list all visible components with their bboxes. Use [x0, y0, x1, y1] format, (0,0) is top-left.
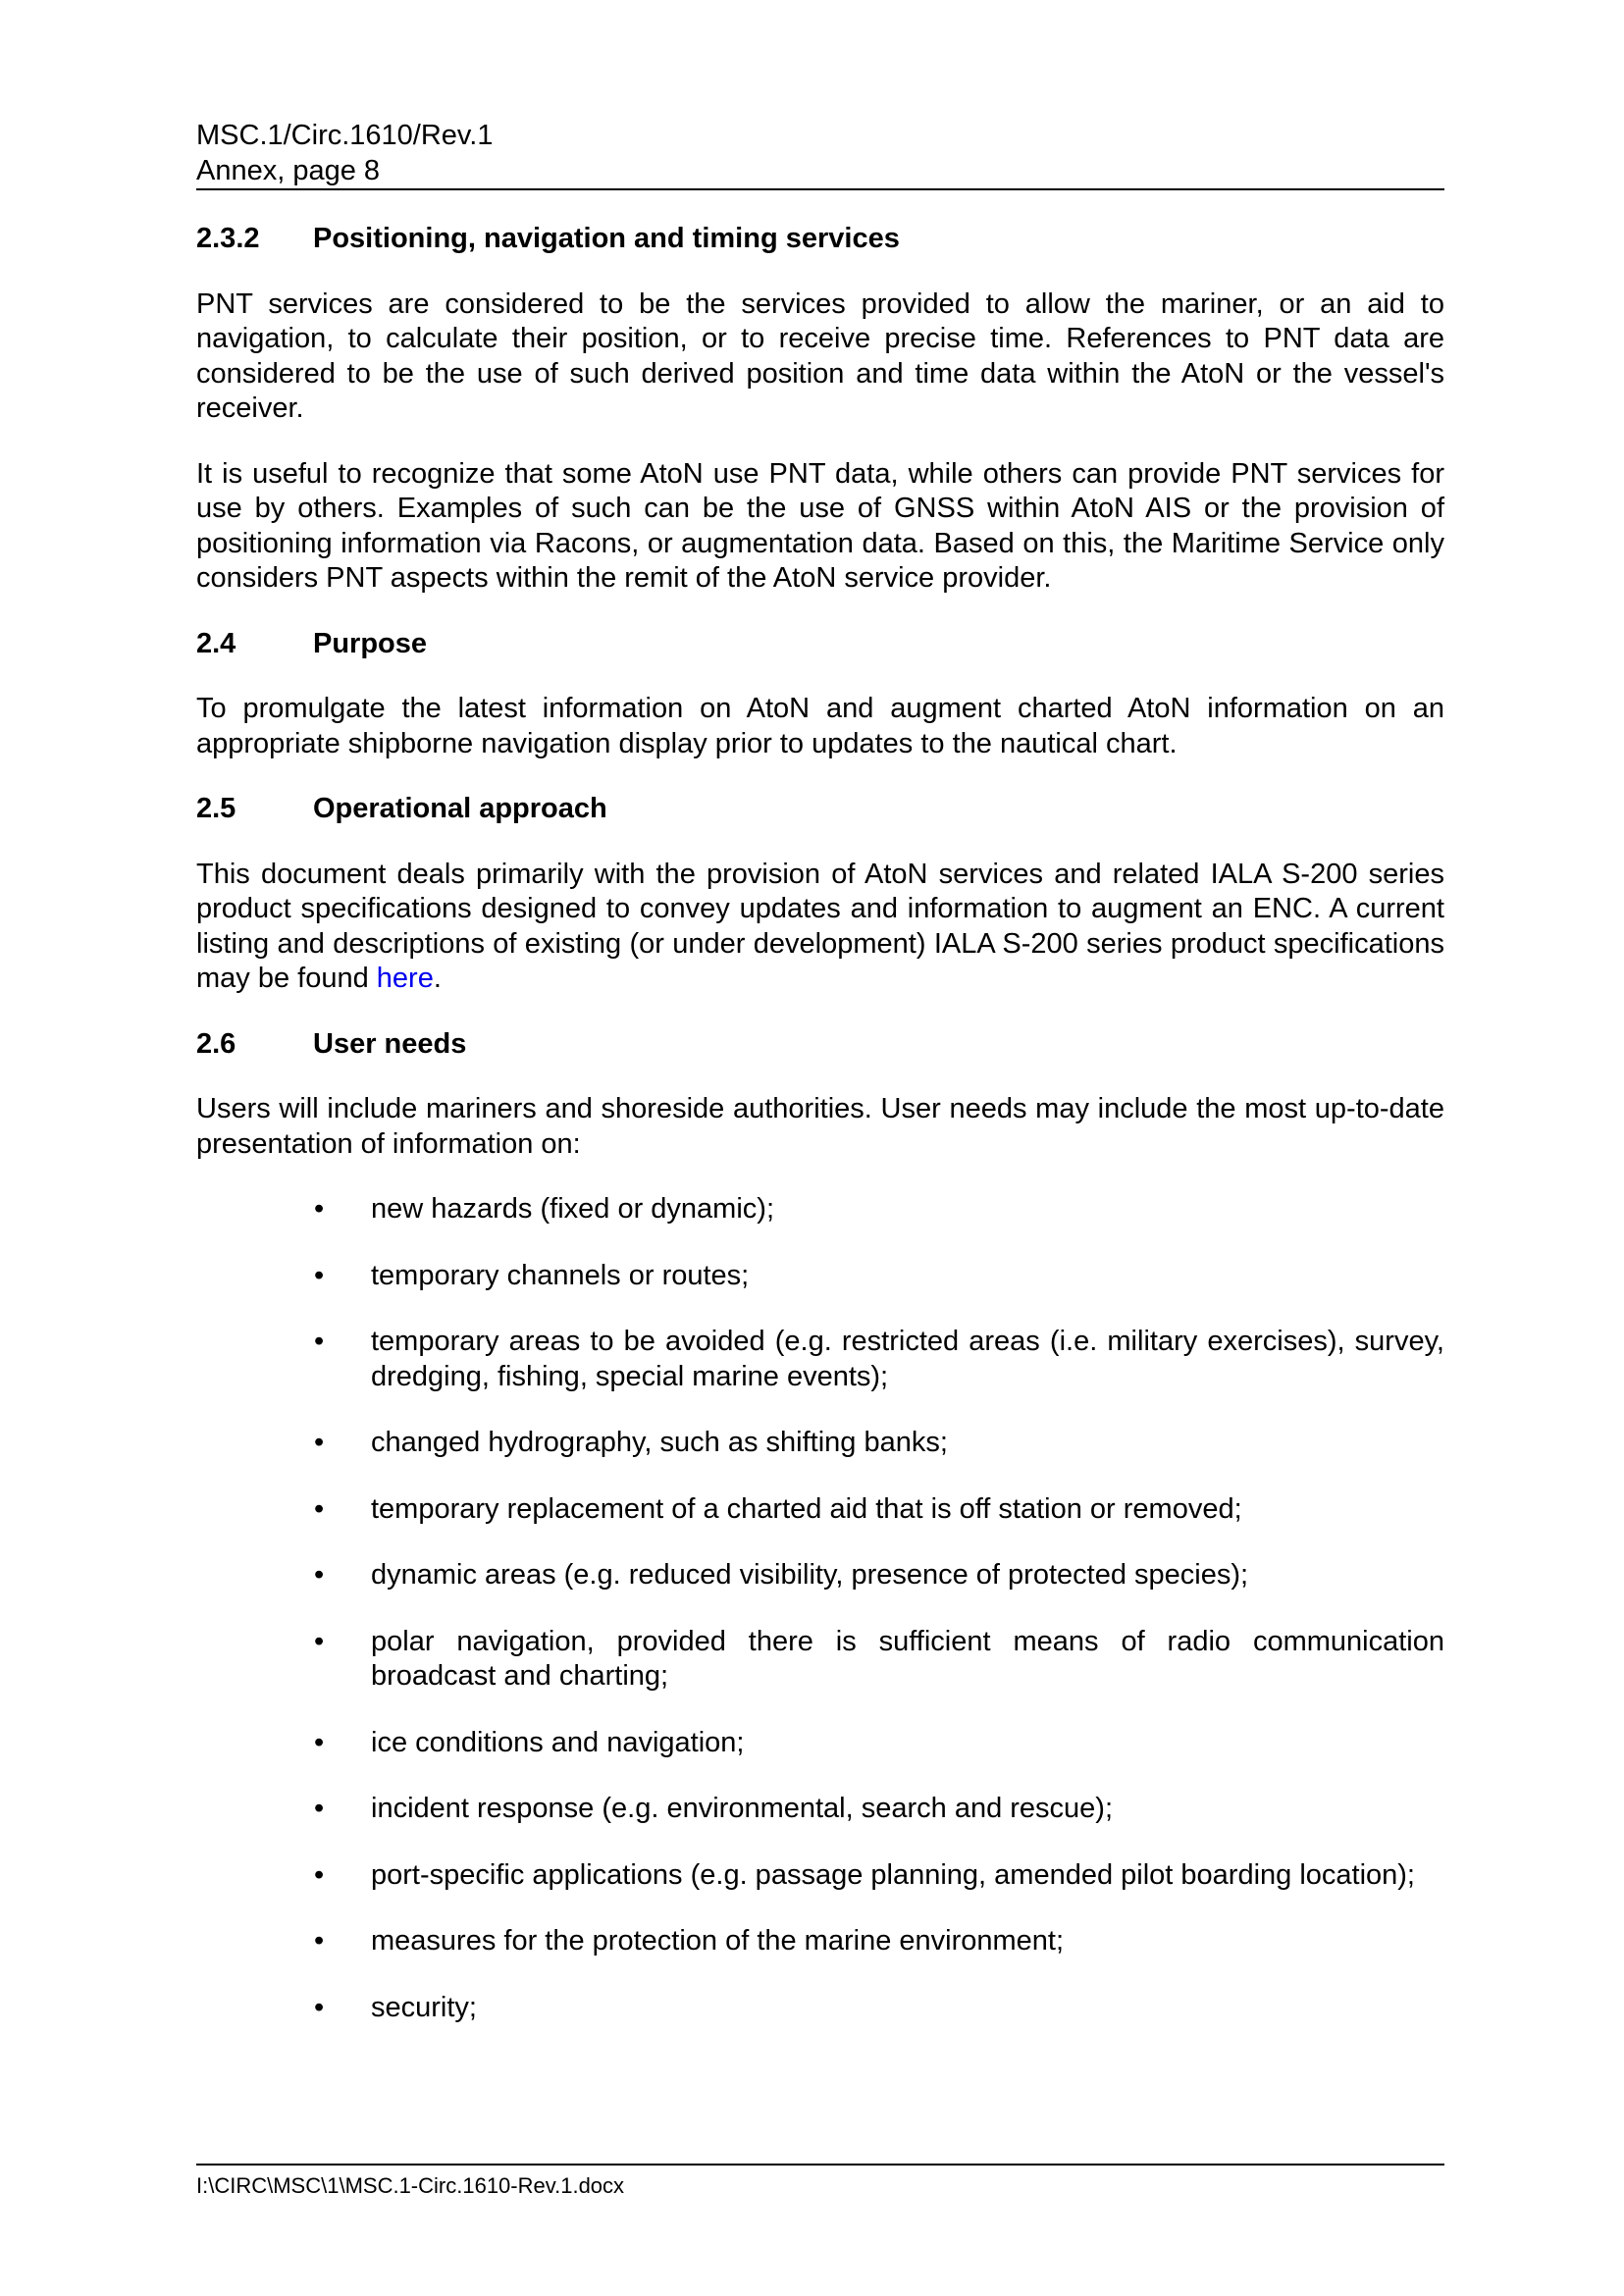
paragraph-end: . [433, 963, 442, 994]
list-item [196, 1325, 1444, 1394]
section-heading-2-5 [196, 792, 1444, 827]
list-item [196, 1558, 1444, 1593]
paragraph: To promulgate the latest information on AtoN and augment charted AtoN information on an appropriate shipborne navigation display prior to updates to the nautical chart. [196, 693, 1444, 759]
paragraph-with-link [196, 858, 1444, 997]
list-item [196, 1192, 1444, 1227]
bullet-icon: • [314, 1726, 325, 1758]
list-item [196, 1625, 1444, 1695]
user-needs-list [196, 1192, 1444, 2025]
here-link[interactable]: here [376, 963, 434, 994]
list-item-text: security; [371, 1991, 477, 2023]
section-number: 2.3.2 [196, 223, 260, 254]
list-item [196, 1259, 1444, 1294]
section-title: Purpose [313, 627, 428, 659]
list-item-text: ice conditions and navigation; [371, 1726, 745, 1758]
section-number: 2.6 [196, 1027, 236, 1060]
bullet-icon: • [314, 1193, 325, 1225]
paragraph: It is useful to recognize that some AtoN use PNT data, while others can provide PNT services for use by others. Examples of such can be the use of GNSS within AtoN AIS or the provision of positioning information via Racons, or augmentation data. Based on this, the Maritime Service only considers PNT aspects within the remit of the AtoN service provider. [196, 457, 1444, 594]
section-heading-2-6 [196, 1027, 1444, 1063]
paragraph-text: This document deals primarily with the provision of AtoN services and related IALA S-200 series product specifications designed to convey updates and information to augment an ENC. A current listing and descriptions of existing (or under development) IALA S-200 series product specifications may be found [196, 858, 1444, 994]
list-item-text: temporary channels or routes; [371, 1259, 750, 1291]
document-body [196, 222, 1444, 2057]
list-item-text: port-specific applications (e.g. passage planning, amended pilot boarding location); [371, 1858, 1415, 1891]
bullet-icon: • [314, 1492, 325, 1525]
bullet-icon: • [314, 1625, 325, 1657]
section-heading-2-3-2 [196, 222, 1444, 257]
list-item-text: temporary areas to be avoided (e.g. restricted areas (i.e. military exercises), survey, dredging, fishing, special marine events); [371, 1326, 1444, 1392]
list-item-text: new hazards (fixed or dynamic); [371, 1193, 774, 1225]
bullet-icon: • [314, 1326, 325, 1357]
bullet-icon: • [314, 1793, 325, 1824]
bullet-icon: • [314, 1925, 325, 1957]
list-item [196, 1858, 1444, 1894]
bullet-icon: • [314, 1991, 325, 2023]
list-item [196, 1426, 1444, 1461]
list-item-text: incident response (e.g. environmental, search and rescue); [371, 1793, 1114, 1824]
list-item [196, 1492, 1444, 1528]
bullet-icon: • [314, 1858, 325, 1891]
paragraph: Users will include mariners and shoreside authorities. User needs may include the most up-to-date presentation of information on: [196, 1093, 1444, 1160]
list-item [196, 1726, 1444, 1761]
section-number: 2.5 [196, 793, 236, 824]
bullet-icon: • [314, 1259, 325, 1291]
list-item [196, 1924, 1444, 1959]
list-item-text: polar navigation, provided there is sufficient means of radio communication broadcast and charting; [371, 1625, 1444, 1692]
document-page [196, 0, 1444, 2296]
page-header [196, 118, 1444, 190]
section-title: Positioning, navigation and timing services [313, 223, 900, 254]
list-item [196, 1792, 1444, 1827]
bullet-icon: • [314, 1559, 325, 1591]
section-title: Operational approach [313, 793, 607, 824]
list-item-text: changed hydrography, such as shifting banks; [371, 1427, 948, 1458]
list-item [196, 1991, 1444, 2026]
bullet-icon: • [314, 1427, 325, 1458]
page-reference: Annex, page 8 [196, 155, 381, 186]
section-heading-2-4 [196, 627, 1444, 662]
list-item-text: measures for the protection of the marine environment; [371, 1925, 1065, 1957]
section-title: User needs [313, 1027, 467, 1060]
section-number: 2.4 [196, 627, 236, 659]
list-item-text: dynamic areas (e.g. reduced visibility, presence of protected species); [371, 1559, 1249, 1591]
file-path: I:\CIRC\MSC\1\MSC.1-Circ.1610-Rev.1.docx [196, 2173, 625, 2198]
list-item-text: temporary replacement of a charted aid that is off station or removed; [371, 1492, 1242, 1525]
page-footer [196, 2164, 1444, 2201]
paragraph: PNT services are considered to be the services provided to allow the mariner, or an aid to navigation, to calculate their position, or to receive precise time. References to PNT data are considered to be the use of such derived position and time data within the AtoN or the vessel's receiver. [196, 287, 1444, 424]
document-symbol: MSC.1/Circ.1610/Rev.1 [196, 120, 494, 151]
